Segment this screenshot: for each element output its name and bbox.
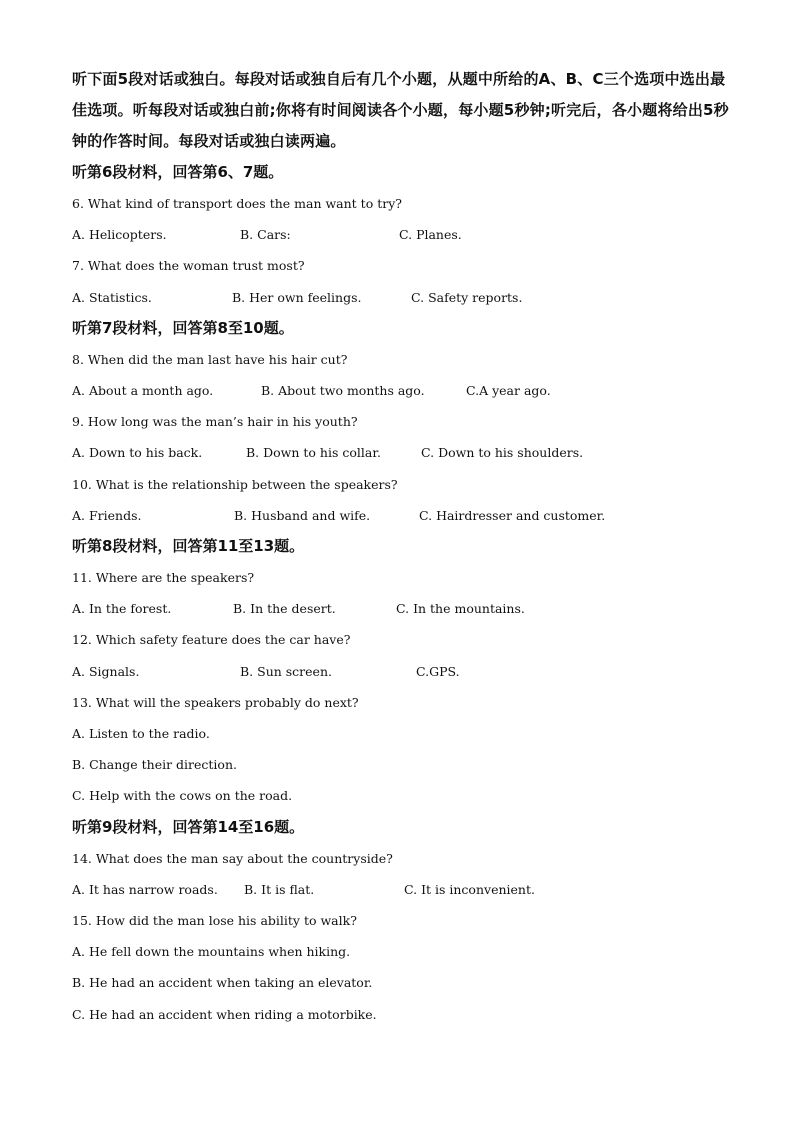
question-options [72,656,732,687]
question-stem: 6. What kind of transport does the man want to try? [72,196,402,211]
option-a: A. Helicopters. [72,227,167,243]
section-heading: 听第6段材料，回答第6、7题。 [72,163,284,181]
question-stem: 12. Which safety feature does the car have? [72,632,351,648]
section-heading: 听第9段材料，回答第14至16题。 [72,817,305,836]
option-c: C. It is inconvenient. [404,881,535,897]
section-instructions: 听下面5段对话或独白。每段对话或独自后有几个小题，从题中所给的A、B、C三个选项中选出最佳选项。听每段对话或独白前;你将有时间阅读各个小题，每小题5秒钟;听完后，各小题将给出5秒钟的作答时间。每段对话或独白读两遍。 [72,70,729,150]
option-c: C.A year ago. [466,382,551,398]
option-a: A. He fell down the mountains when hiking. [72,944,351,960]
section-heading: 听第8段材料，回答第11至13题。 [72,536,305,555]
option-b: B. Down to his collar. [246,445,381,461]
question-options [72,375,732,406]
question-options [72,874,732,905]
option-a: A. About a month ago. [72,382,214,398]
question-options [72,219,732,250]
question-stem: 7. What does the woman trust most? [72,258,305,274]
question-options [72,500,732,531]
option-b: B. Her own feelings. [232,289,362,305]
option-a: A. Statistics. [72,289,152,305]
option-b: B. Husband and wife. [234,507,371,523]
question-options [72,282,732,313]
option-a: A. Listen to the radio. [72,725,210,741]
option-a: A. It has narrow roads. [72,881,218,897]
option-c: C. Down to his shoulders. [421,445,584,461]
exam-page [72,64,732,1030]
option-a: A. Down to his back. [72,445,203,461]
option-c: C.GPS. [416,663,460,679]
option-c: C. Help with the cows on the road. [72,788,293,804]
question-stem: 8. When did the man last have his hair cut? [72,351,348,367]
option-b: B. Sun screen. [240,663,332,679]
question-stem: 11. Where are the speakers? [72,569,255,585]
option-b: B. Cars: [240,227,291,243]
option-a: A. Friends. [72,507,142,523]
option-c: C. Planes. [399,227,462,243]
option-a: A. Signals. [72,663,140,679]
option-b: B. He had an accident when taking an elevator. [72,975,373,991]
option-b: B. It is flat. [244,881,315,897]
option-c: C. He had an accident when riding a motorbike. [72,1006,377,1022]
option-c: C. Safety reports. [411,289,523,305]
option-a: A. In the forest. [72,601,172,617]
question-stem: 9. How long was the man’s hair in his youth? [72,414,358,430]
question-options [72,437,732,468]
question-stem: 15. How did the man lose his ability to walk? [72,912,357,928]
option-b: B. In the desert. [233,601,336,617]
option-b: B. Change their direction. [72,757,237,773]
section-heading: 听第7段材料，回答第8至10题。 [72,318,294,337]
question-stem: 10. What is the relationship between the speakers? [72,476,398,492]
question-options [72,593,732,624]
option-c: C. In the mountains. [396,601,525,617]
question-stem: 13. What will the speakers probably do next? [72,694,359,710]
option-c: C. Hairdresser and customer. [419,507,606,523]
option-b: B. About two months ago. [261,382,425,398]
question-stem: 14. What does the man say about the countryside? [72,850,393,866]
